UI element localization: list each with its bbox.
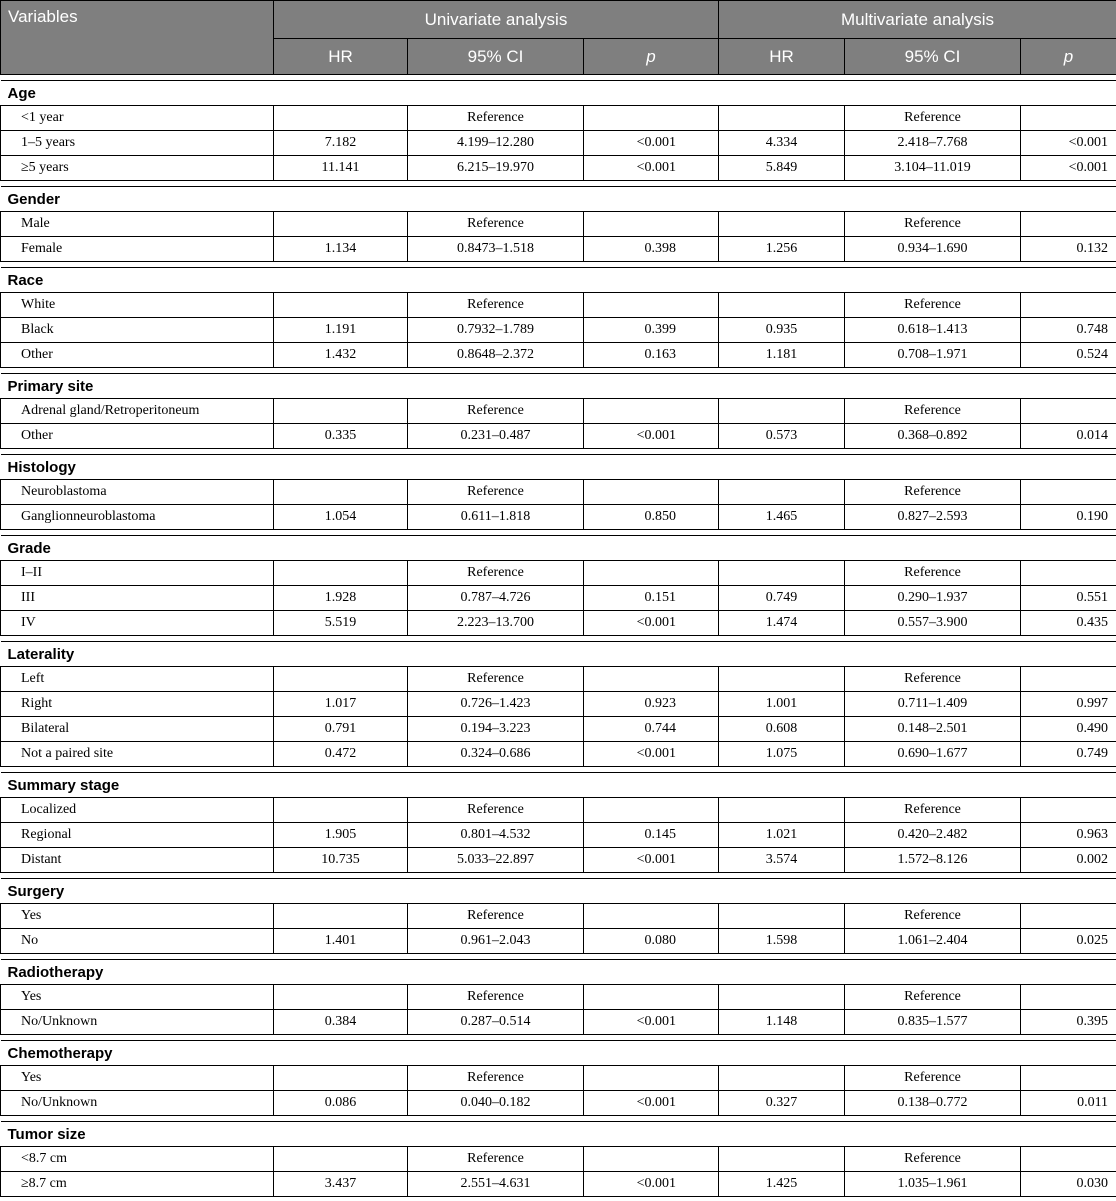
univariate-ci-cell: 0.194–3.223: [408, 717, 584, 742]
univariate-hr-cell: [274, 1147, 408, 1172]
univariate-hr-header: HR: [274, 39, 408, 75]
univariate-reference: Reference: [408, 1147, 584, 1172]
multivariate-hr-cell: 1.256: [719, 237, 845, 262]
univariate-reference: Reference: [408, 480, 584, 505]
univariate-hr-cell: 1.017: [274, 692, 408, 717]
table-row: [1, 848, 1116, 873]
univariate-p-cell: <0.001: [584, 848, 719, 873]
multivariate-ci-cell: 1.035–1.961: [845, 1172, 1021, 1197]
multivariate-hr-cell: 0.327: [719, 1091, 845, 1116]
univariate-p-cell: [584, 293, 719, 318]
univariate-p-cell: [584, 399, 719, 424]
row-label: No: [1, 929, 274, 954]
univariate-p-cell: 0.080: [584, 929, 719, 954]
multivariate-p-cell: [1021, 399, 1116, 424]
section-title: Age: [1, 81, 1116, 106]
table-row: [1, 823, 1116, 848]
univariate-p-cell: [584, 561, 719, 586]
section-header-row: [1, 187, 1116, 212]
section-header-row: [1, 879, 1116, 904]
multivariate-hr-cell: [719, 798, 845, 823]
univariate-p-cell: 0.151: [584, 586, 719, 611]
multivariate-p-cell: [1021, 480, 1116, 505]
table-row: [1, 586, 1116, 611]
table-row: [1, 929, 1116, 954]
section-header-row: [1, 642, 1116, 667]
section-header-row: [1, 773, 1116, 798]
multivariate-reference: Reference: [845, 212, 1021, 237]
multivariate-p-cell: 0.025: [1021, 929, 1116, 954]
univariate-hr-cell: 0.086: [274, 1091, 408, 1116]
multivariate-ci-cell: 0.690–1.677: [845, 742, 1021, 767]
multivariate-p-cell: <0.001: [1021, 131, 1116, 156]
table-row: [1, 1010, 1116, 1035]
multivariate-hr-cell: 1.075: [719, 742, 845, 767]
multivariate-p-cell: 0.749: [1021, 742, 1116, 767]
multivariate-hr-cell: [719, 904, 845, 929]
multivariate-p-cell: 0.435: [1021, 611, 1116, 636]
table-row: [1, 293, 1116, 318]
multivariate-hr-cell: 0.608: [719, 717, 845, 742]
univariate-hr-cell: 7.182: [274, 131, 408, 156]
row-label: No/Unknown: [1, 1091, 274, 1116]
row-label: Male: [1, 212, 274, 237]
univariate-hr-cell: [274, 212, 408, 237]
multivariate-p-cell: [1021, 985, 1116, 1010]
univariate-ci-cell: 0.287–0.514: [408, 1010, 584, 1035]
multivariate-hr-cell: 1.021: [719, 823, 845, 848]
univariate-ci-cell: 2.551–4.631: [408, 1172, 584, 1197]
univariate-reference: Reference: [408, 985, 584, 1010]
table-row: [1, 318, 1116, 343]
univariate-p-cell: <0.001: [584, 611, 719, 636]
multivariate-hr-cell: 1.001: [719, 692, 845, 717]
univariate-hr-cell: 5.519: [274, 611, 408, 636]
row-label: Yes: [1, 1066, 274, 1091]
univariate-hr-cell: [274, 985, 408, 1010]
univariate-p-cell: [584, 1147, 719, 1172]
multivariate-reference: Reference: [845, 667, 1021, 692]
univariate-p-cell: <0.001: [584, 131, 719, 156]
univariate-hr-cell: 11.141: [274, 156, 408, 181]
univariate-hr-cell: 3.437: [274, 1172, 408, 1197]
table-row: [1, 343, 1116, 368]
row-label: 1–5 years: [1, 131, 274, 156]
multivariate-hr-cell: 3.574: [719, 848, 845, 873]
multivariate-p-cell: [1021, 561, 1116, 586]
multivariate-p-cell: <0.001: [1021, 156, 1116, 181]
multivariate-p-cell: [1021, 293, 1116, 318]
multivariate-reference: Reference: [845, 798, 1021, 823]
multivariate-p-cell: 0.132: [1021, 237, 1116, 262]
multivariate-ci-cell: 0.557–3.900: [845, 611, 1021, 636]
table-row: [1, 212, 1116, 237]
univariate-p-cell: 0.923: [584, 692, 719, 717]
table-row: [1, 717, 1116, 742]
multivariate-p-cell: [1021, 1066, 1116, 1091]
row-label: Other: [1, 343, 274, 368]
univariate-hr-cell: 1.905: [274, 823, 408, 848]
multivariate-hr-cell: [719, 1066, 845, 1091]
table-row: [1, 904, 1116, 929]
multivariate-ci-cell: 0.835–1.577: [845, 1010, 1021, 1035]
multivariate-hr-cell: [719, 985, 845, 1010]
multivariate-hr-cell: 1.465: [719, 505, 845, 530]
multivariate-p-cell: 0.963: [1021, 823, 1116, 848]
univariate-ci-header: 95% CI: [408, 39, 584, 75]
multivariate-hr-cell: 0.749: [719, 586, 845, 611]
univariate-ci-cell: 4.199–12.280: [408, 131, 584, 156]
univariate-hr-cell: [274, 561, 408, 586]
row-label: Not a paired site: [1, 742, 274, 767]
section-title: Primary site: [1, 374, 1116, 399]
row-label: ≥5 years: [1, 156, 274, 181]
univariate-ci-cell: 0.611–1.818: [408, 505, 584, 530]
table-row: [1, 237, 1116, 262]
univariate-header: Univariate analysis: [274, 1, 719, 39]
multivariate-hr-cell: 1.598: [719, 929, 845, 954]
univariate-ci-cell: 0.8473–1.518: [408, 237, 584, 262]
univariate-p-cell: 0.163: [584, 343, 719, 368]
table-row: [1, 106, 1116, 131]
multivariate-hr-header: HR: [719, 39, 845, 75]
univariate-p-cell: 0.399: [584, 318, 719, 343]
row-label: Left: [1, 667, 274, 692]
univariate-hr-cell: [274, 480, 408, 505]
row-label: I–II: [1, 561, 274, 586]
multivariate-ci-cell: 0.368–0.892: [845, 424, 1021, 449]
table-row: [1, 480, 1116, 505]
multivariate-ci-cell: 0.148–2.501: [845, 717, 1021, 742]
multivariate-p-cell: [1021, 798, 1116, 823]
multivariate-p-cell: 0.490: [1021, 717, 1116, 742]
multivariate-reference: Reference: [845, 561, 1021, 586]
univariate-hr-cell: 1.432: [274, 343, 408, 368]
row-label: Localized: [1, 798, 274, 823]
multivariate-ci-cell: 0.618–1.413: [845, 318, 1021, 343]
univariate-hr-cell: [274, 399, 408, 424]
multivariate-p-header: p: [1021, 39, 1116, 75]
univariate-reference: Reference: [408, 667, 584, 692]
table-row: [1, 742, 1116, 767]
univariate-hr-cell: 1.191: [274, 318, 408, 343]
univariate-reference: Reference: [408, 212, 584, 237]
univariate-hr-cell: 0.472: [274, 742, 408, 767]
univariate-p-cell: <0.001: [584, 424, 719, 449]
univariate-reference: Reference: [408, 561, 584, 586]
multivariate-hr-cell: 0.573: [719, 424, 845, 449]
section-title: Histology: [1, 455, 1116, 480]
table-row: [1, 1147, 1116, 1172]
table-row: [1, 1091, 1116, 1116]
univariate-reference: Reference: [408, 798, 584, 823]
multivariate-ci-cell: 0.420–2.482: [845, 823, 1021, 848]
row-label: Yes: [1, 904, 274, 929]
univariate-reference: Reference: [408, 293, 584, 318]
table-row: [1, 1172, 1116, 1197]
multivariate-p-cell: 0.551: [1021, 586, 1116, 611]
row-label: Female: [1, 237, 274, 262]
multivariate-p-cell: [1021, 904, 1116, 929]
univariate-reference: Reference: [408, 399, 584, 424]
multivariate-ci-cell: 2.418–7.768: [845, 131, 1021, 156]
univariate-hr-cell: 0.791: [274, 717, 408, 742]
univariate-hr-cell: 1.401: [274, 929, 408, 954]
multivariate-p-cell: [1021, 212, 1116, 237]
univariate-p-cell: 0.744: [584, 717, 719, 742]
univariate-hr-cell: 1.928: [274, 586, 408, 611]
section-title: Laterality: [1, 642, 1116, 667]
row-label: Ganglionneuroblastoma: [1, 505, 274, 530]
section-header-row: [1, 455, 1116, 480]
univariate-p-cell: <0.001: [584, 1010, 719, 1035]
section-header-row: [1, 1122, 1116, 1147]
table-row: [1, 156, 1116, 181]
table-row: [1, 692, 1116, 717]
multivariate-hr-cell: [719, 480, 845, 505]
section-header-row: [1, 960, 1116, 985]
multivariate-ci-cell: 1.572–8.126: [845, 848, 1021, 873]
row-label: Neuroblastoma: [1, 480, 274, 505]
table-row: [1, 399, 1116, 424]
univariate-hr-cell: [274, 904, 408, 929]
multivariate-p-cell: 0.190: [1021, 505, 1116, 530]
section-title: Surgery: [1, 879, 1116, 904]
univariate-ci-cell: 5.033–22.897: [408, 848, 584, 873]
multivariate-reference: Reference: [845, 904, 1021, 929]
univariate-ci-cell: 0.231–0.487: [408, 424, 584, 449]
univariate-p-cell: [584, 1066, 719, 1091]
multivariate-ci-cell: 0.138–0.772: [845, 1091, 1021, 1116]
multivariate-hr-cell: 1.425: [719, 1172, 845, 1197]
multivariate-ci-cell: 0.708–1.971: [845, 343, 1021, 368]
univariate-p-cell: 0.850: [584, 505, 719, 530]
univariate-hr-cell: [274, 1066, 408, 1091]
section-title: Race: [1, 268, 1116, 293]
multivariate-ci-cell: 3.104–11.019: [845, 156, 1021, 181]
section-title: Chemotherapy: [1, 1041, 1116, 1066]
multivariate-p-cell: 0.524: [1021, 343, 1116, 368]
table-row: [1, 1066, 1116, 1091]
univariate-reference: Reference: [408, 904, 584, 929]
multivariate-p-cell: 0.002: [1021, 848, 1116, 873]
univariate-ci-cell: 0.324–0.686: [408, 742, 584, 767]
section-header-row: [1, 374, 1116, 399]
multivariate-reference: Reference: [845, 985, 1021, 1010]
univariate-reference: Reference: [408, 1066, 584, 1091]
multivariate-reference: Reference: [845, 293, 1021, 318]
row-label: ≥8.7 cm: [1, 1172, 274, 1197]
univariate-p-header: p: [584, 39, 719, 75]
univariate-p-cell: [584, 667, 719, 692]
table-row: [1, 667, 1116, 692]
univariate-ci-cell: 0.787–4.726: [408, 586, 584, 611]
row-label: Regional: [1, 823, 274, 848]
variables-header: Variables: [1, 1, 274, 75]
section-header-row: [1, 268, 1116, 293]
row-label: III: [1, 586, 274, 611]
table-row: [1, 798, 1116, 823]
univariate-ci-cell: 2.223–13.700: [408, 611, 584, 636]
multivariate-hr-cell: [719, 1147, 845, 1172]
row-label: Right: [1, 692, 274, 717]
multivariate-p-cell: [1021, 1147, 1116, 1172]
table-row: [1, 424, 1116, 449]
row-label: Adrenal gland/Retroperitoneum: [1, 399, 274, 424]
univariate-reference: Reference: [408, 106, 584, 131]
univariate-hr-cell: [274, 667, 408, 692]
section-title: Grade: [1, 536, 1116, 561]
univariate-hr-cell: 10.735: [274, 848, 408, 873]
section-header-row: [1, 1041, 1116, 1066]
multivariate-p-cell: [1021, 667, 1116, 692]
multivariate-ci-cell: 0.290–1.937: [845, 586, 1021, 611]
table-header: [1, 1, 1116, 75]
multivariate-reference: Reference: [845, 399, 1021, 424]
multivariate-p-cell: 0.014: [1021, 424, 1116, 449]
section-title: Radiotherapy: [1, 960, 1116, 985]
multivariate-reference: Reference: [845, 106, 1021, 131]
univariate-p-cell: [584, 106, 719, 131]
univariate-p-cell: [584, 212, 719, 237]
section-header-row: [1, 536, 1116, 561]
row-label: White: [1, 293, 274, 318]
multivariate-hr-cell: 1.148: [719, 1010, 845, 1035]
multivariate-hr-cell: [719, 212, 845, 237]
multivariate-p-cell: [1021, 106, 1116, 131]
multivariate-reference: Reference: [845, 1066, 1021, 1091]
table-row: [1, 611, 1116, 636]
univariate-p-cell: [584, 480, 719, 505]
multivariate-p-cell: 0.748: [1021, 318, 1116, 343]
multivariate-reference: Reference: [845, 480, 1021, 505]
univariate-p-cell: <0.001: [584, 742, 719, 767]
univariate-hr-cell: [274, 106, 408, 131]
section-title: Gender: [1, 187, 1116, 212]
row-label: <8.7 cm: [1, 1147, 274, 1172]
table-row: [1, 985, 1116, 1010]
multivariate-p-cell: 0.395: [1021, 1010, 1116, 1035]
multivariate-ci-cell: 0.934–1.690: [845, 237, 1021, 262]
univariate-ci-cell: 0.7932–1.789: [408, 318, 584, 343]
univariate-hr-cell: 0.384: [274, 1010, 408, 1035]
multivariate-ci-cell: 0.827–2.593: [845, 505, 1021, 530]
row-label: Yes: [1, 985, 274, 1010]
univariate-ci-cell: 0.961–2.043: [408, 929, 584, 954]
multivariate-hr-cell: [719, 106, 845, 131]
multivariate-ci-header: 95% CI: [845, 39, 1021, 75]
univariate-p-cell: [584, 904, 719, 929]
multivariate-hr-cell: 1.474: [719, 611, 845, 636]
table-row: [1, 131, 1116, 156]
multivariate-hr-cell: [719, 293, 845, 318]
univariate-ci-cell: 0.8648–2.372: [408, 343, 584, 368]
multivariate-reference: Reference: [845, 1147, 1021, 1172]
multivariate-p-cell: 0.011: [1021, 1091, 1116, 1116]
multivariate-ci-cell: 0.711–1.409: [845, 692, 1021, 717]
univariate-p-cell: <0.001: [584, 156, 719, 181]
univariate-hr-cell: [274, 798, 408, 823]
univariate-p-cell: 0.145: [584, 823, 719, 848]
multivariate-hr-cell: [719, 667, 845, 692]
section-title: Tumor size: [1, 1122, 1116, 1147]
row-label: Other: [1, 424, 274, 449]
univariate-p-cell: <0.001: [584, 1172, 719, 1197]
multivariate-hr-cell: 0.935: [719, 318, 845, 343]
table-row: [1, 505, 1116, 530]
table-row: [1, 561, 1116, 586]
multivariate-hr-cell: 5.849: [719, 156, 845, 181]
univariate-hr-cell: 1.054: [274, 505, 408, 530]
row-label: Distant: [1, 848, 274, 873]
multivariate-hr-cell: 1.181: [719, 343, 845, 368]
univariate-p-cell: <0.001: [584, 1091, 719, 1116]
univariate-ci-cell: 6.215–19.970: [408, 156, 584, 181]
univariate-ci-cell: 0.726–1.423: [408, 692, 584, 717]
row-label: Bilateral: [1, 717, 274, 742]
row-label: IV: [1, 611, 274, 636]
univariate-hr-cell: 0.335: [274, 424, 408, 449]
univariate-ci-cell: 0.801–4.532: [408, 823, 584, 848]
multivariate-hr-cell: [719, 561, 845, 586]
multivariate-hr-cell: 4.334: [719, 131, 845, 156]
multivariate-hr-cell: [719, 399, 845, 424]
univariate-p-cell: 0.398: [584, 237, 719, 262]
univariate-p-cell: [584, 798, 719, 823]
univariate-hr-cell: [274, 293, 408, 318]
multivariate-ci-cell: 1.061–2.404: [845, 929, 1021, 954]
univariate-hr-cell: 1.134: [274, 237, 408, 262]
row-label: No/Unknown: [1, 1010, 274, 1035]
multivariate-header: Multivariate analysis: [719, 1, 1116, 39]
section-header-row: [1, 81, 1116, 106]
section-title: Summary stage: [1, 773, 1116, 798]
multivariate-p-cell: 0.030: [1021, 1172, 1116, 1197]
univariate-p-cell: [584, 985, 719, 1010]
table-body: [1, 75, 1116, 1197]
multivariate-p-cell: 0.997: [1021, 692, 1116, 717]
row-label: Black: [1, 318, 274, 343]
row-label: <1 year: [1, 106, 274, 131]
univariate-ci-cell: 0.040–0.182: [408, 1091, 584, 1116]
